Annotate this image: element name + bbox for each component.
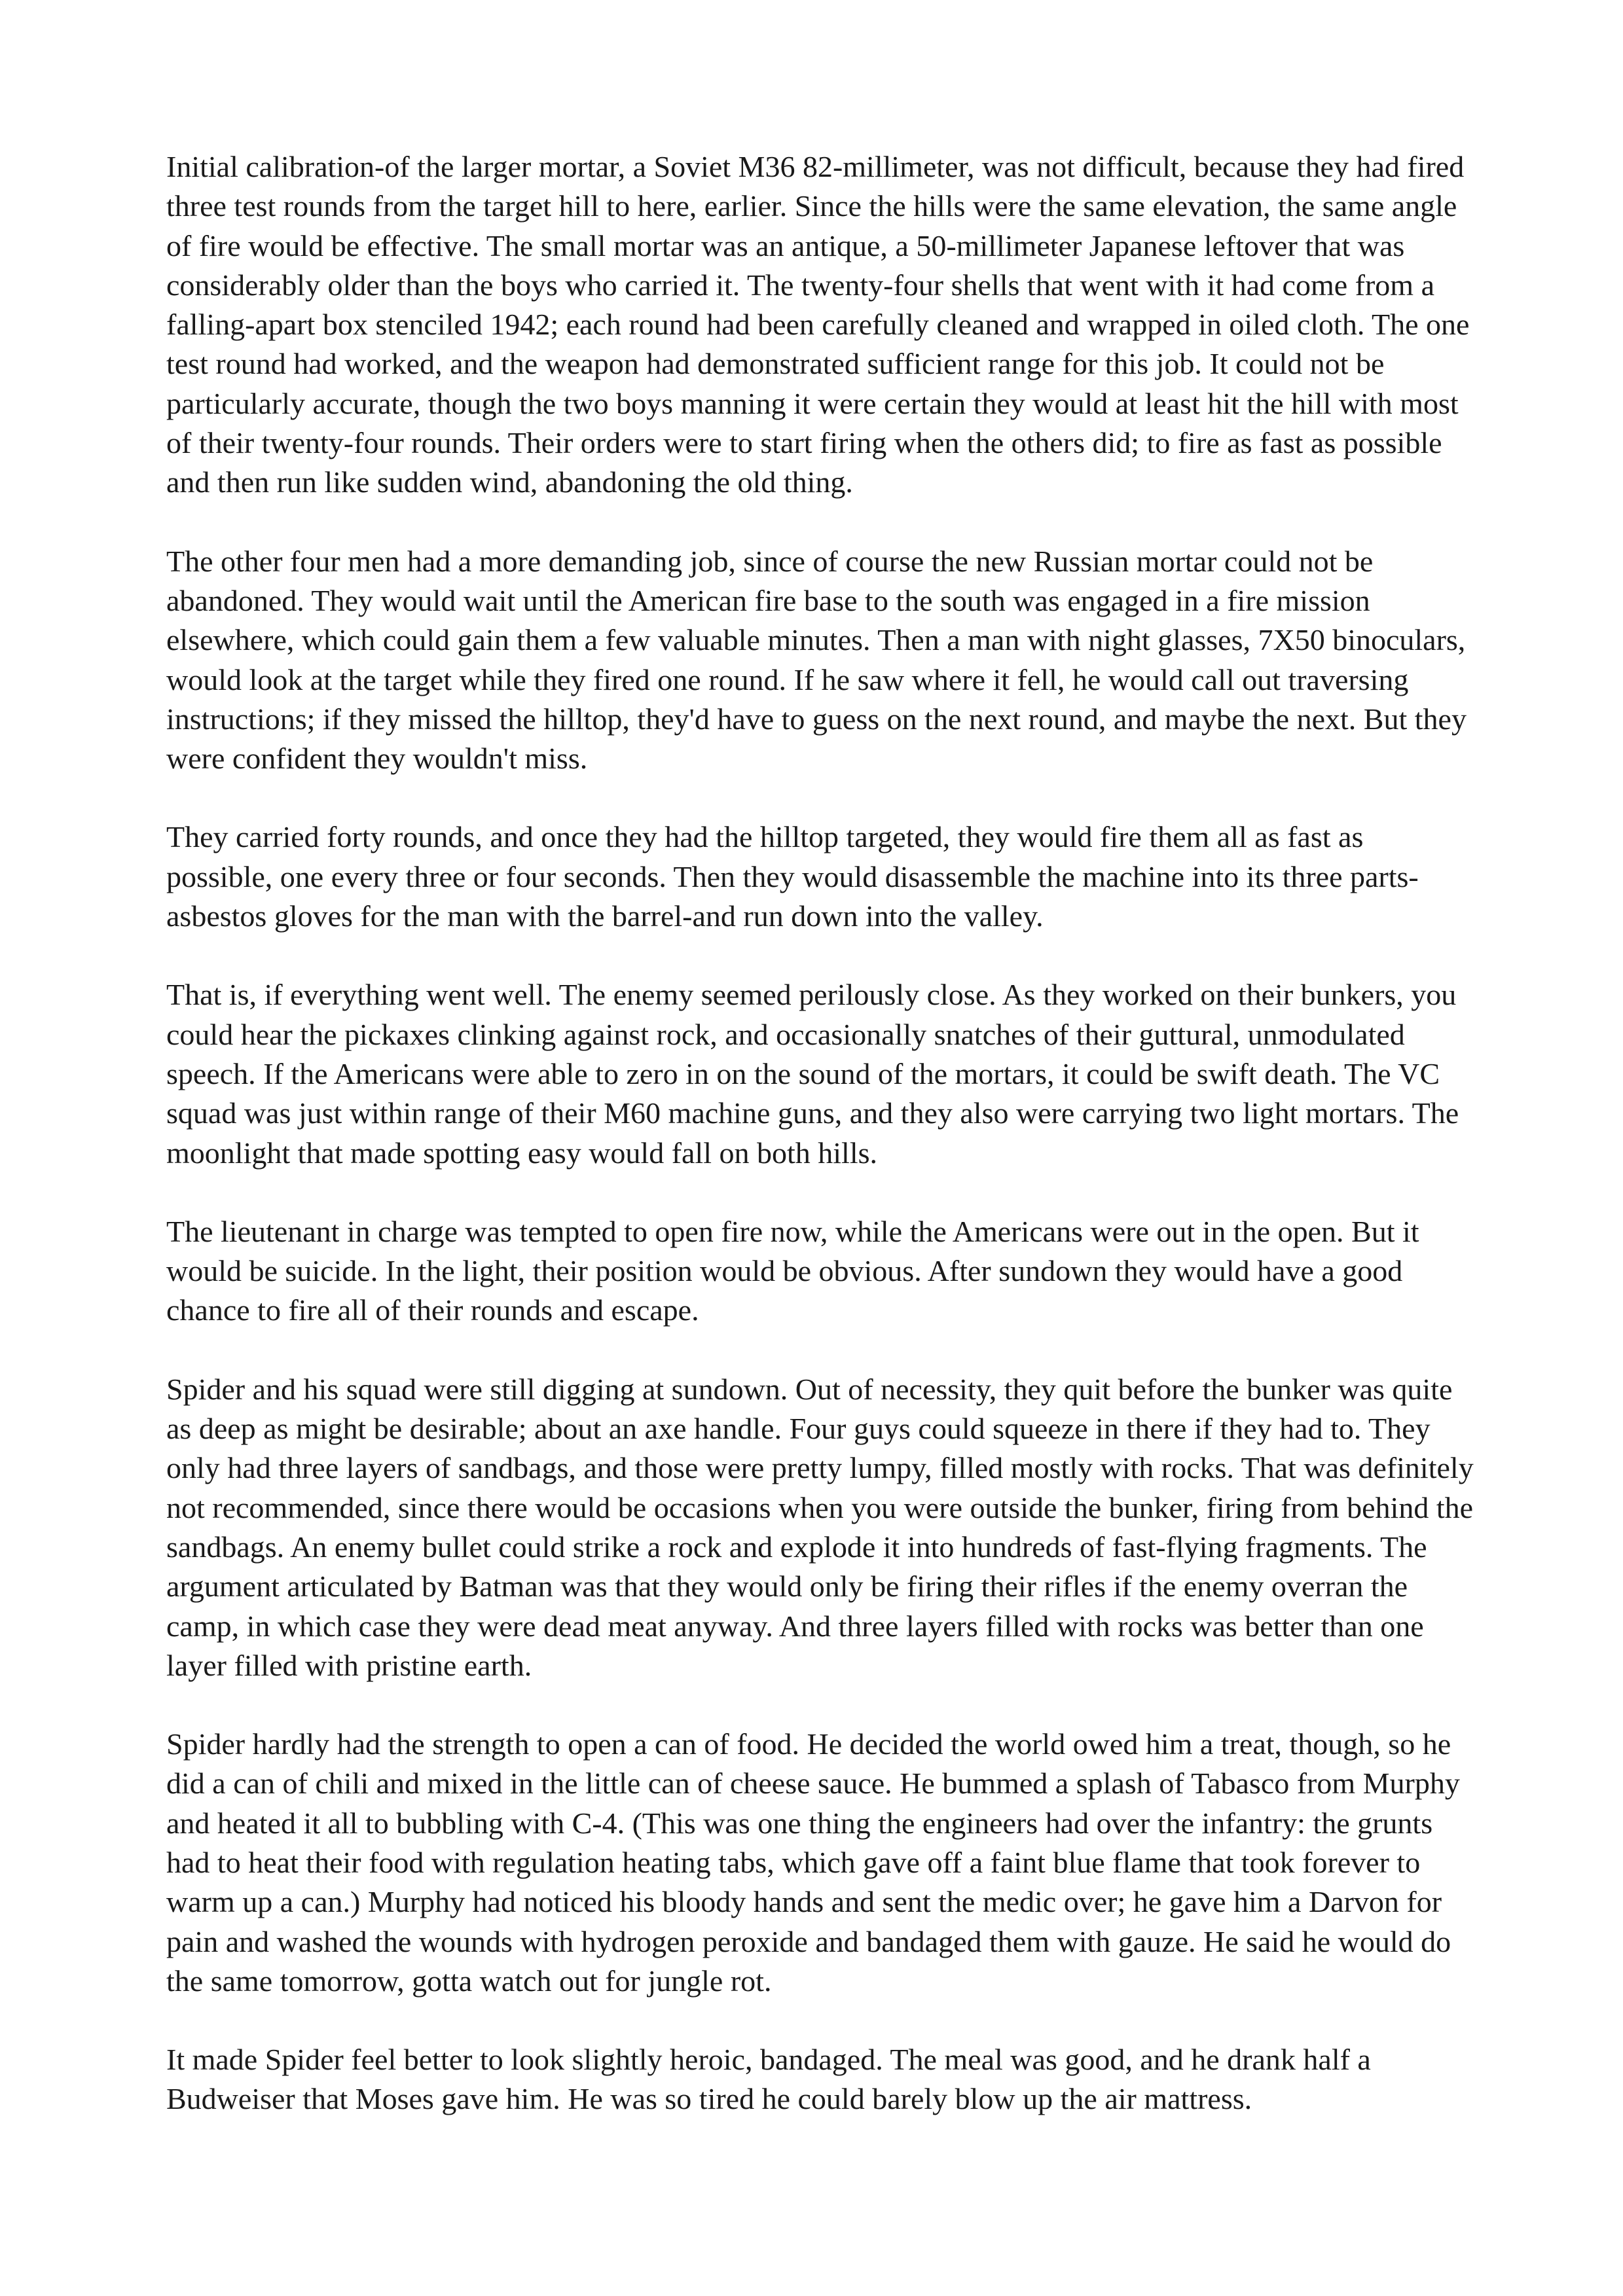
paragraph-1: Initial calibration-of the larger mortar, a Soviet M36 82-millimeter, was not difficult, because they had fired three test rounds from the target hill to here, earlier. Since the hills were the same elevation, the same angle of fire would be effective. The small mortar was an antique, a 50-millimeter Japanese leftover that was considerably older than the boys who carried it. The twenty-four shells that went with it had come from a falling-apart box stenciled 1942; each round had been carefully cleaned and wrapped in oiled cloth. The one test round had worked, and the weapon had demonstrated sufficient range for this job. It could not be particularly accurate, though the two boys manning it were certain they would at least hit the hill with most of their twenty-four rounds. Their orders were to start firing when the others did; to fire as fast as possible and then run like sudden wind, abandoning the old thing. <box>166 150 1470 499</box>
paragraph-7: Spider hardly had the strength to open a can of food. He decided the world owed him a treat, though, so he did a can of chili and mixed in the little can of cheese sauce. He bummed a splash of Tabasco from Murphy and heated it all to bubbling with C-4. (This was one thing the engineers had over the infantry: the grunts had to heat their food with regulation heating tabs, which gave off a faint blue flame that took forever to warm up a can.) Murphy had noticed his bloody hands and sent the medic over; he gave him a Darvon for pain and washed the wounds with hydrogen peroxide and bandaged them with gauze. He said he would do the same tomorrow, gotta watch out for jungle rot. <box>166 1727 1460 1998</box>
paragraph-5: The lieutenant in charge was tempted to open fire now, while the Americans were out in the open. But it would be suicide. In the light, their position would be obvious. After sundown they would have a good chance to fire all of their rounds and escape. <box>166 1214 1419 1327</box>
paragraph-6: Spider and his squad were still digging at sundown. Out of necessity, they quit before the bunker was quite as deep as might be desirable; about an axe handle. Four guys could squeeze in there if they had to. They only had three layers of sandbags, and those were pretty lumpy, filled mostly with rocks. That was definitely not recommended, since there would be occasions when you were outside the bunker, firing from behind the sandbags. An enemy bullet could strike a rock and explode it into hundreds of fast-flying fragments. The argument articulated by Batman was that they would only be firing their rifles if the enemy overran the camp, in which case they were dead meat anyway. And three layers filled with rocks was better than one layer filled with pristine earth. <box>166 1372 1474 1682</box>
paragraph-4: That is, if everything went well. The enemy seemed perilously close. As they worked on their bunkers, you could hear the pickaxes clinking against rock, and occasionally snatches of their guttural, unmodulated speech. If the Americans were able to zero in on the sound of the mortars, it could be swift death. The VC squad was just within range of their M60 machine guns, and they also were carrying two light mortars. The moonlight that made spotting easy would fall on both hills. <box>166 978 1459 1170</box>
paragraph-8: It made Spider feel better to look slightly heroic, bandaged. The meal was good, and he drank half a Budweiser that Moses gave him. He was so tired he could barely blow up the air mattress. <box>166 2043 1371 2116</box>
paragraph-3: They carried forty rounds, and once they had the hilltop targeted, they would fire them all as fast as possible, one every three or four seconds. Then they would disassemble the machine into its three parts-asbestos gloves for the man with the barrel-and run down into the valley. <box>166 820 1419 933</box>
paragraph-2: The other four men had a more demanding job, since of course the new Russian mortar could not be abandoned. They would wait until the American fire base to the south was engaged in a fire mission elsewhere, which could gain them a few valuable minutes. Then a man with night glasses, 7X50 binoculars, would look at the target while they fired one round. If he saw where it fell, he would call out traversing instructions; if they missed the hilltop, they'd have to guess on the next round, and maybe the next. But they were confident they wouldn't miss. <box>166 544 1467 776</box>
document-body <box>166 147 1476 2119</box>
